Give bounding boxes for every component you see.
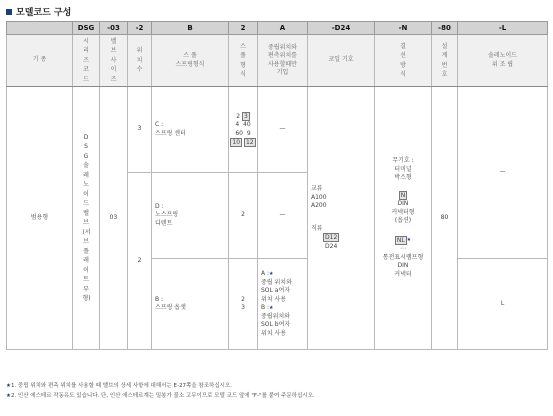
center-dash-2: — bbox=[258, 173, 308, 259]
header-conn: 결선방식 bbox=[375, 35, 432, 87]
conn-none: 무기호 : 터미널 박스형 bbox=[392, 157, 414, 181]
no-spring-cell: D : 노스프링 디텐트 bbox=[152, 173, 229, 259]
body-row-1 bbox=[7, 87, 548, 173]
code-cell: DSG bbox=[73, 22, 100, 35]
square-bullet-icon bbox=[6, 9, 12, 15]
code-cell: -80 bbox=[432, 22, 458, 35]
positions-3-cell: 3 bbox=[128, 87, 152, 173]
star-icon: ★ bbox=[269, 271, 274, 277]
code-cell: -03 bbox=[100, 22, 128, 35]
spring-center-spools-cell: 2 3 4 40 60 9 10 12 bbox=[229, 87, 258, 173]
conn-ellipsis: ⋯ bbox=[400, 245, 406, 252]
conn-n-box: N bbox=[400, 191, 406, 199]
header-valve-size: 밸브사이즈 bbox=[100, 35, 128, 87]
spring-center-cell: C : 스프링 센터 bbox=[152, 87, 229, 173]
coil-cell bbox=[308, 87, 375, 350]
valve-size-cell: 03 bbox=[100, 87, 128, 350]
kind-cell: 범용형 bbox=[7, 87, 73, 350]
coil-dc: 직류 bbox=[311, 224, 323, 232]
coil-d24: D24 bbox=[325, 242, 338, 250]
model-code-table bbox=[6, 21, 548, 350]
conn-cell bbox=[375, 87, 432, 350]
solenoid-l-cell: L bbox=[458, 259, 548, 350]
coil-ac: 교류 A100 A200 bbox=[311, 185, 327, 209]
code-cell: A bbox=[258, 22, 308, 35]
code-cell: 2 bbox=[229, 22, 258, 35]
series-cell: DSG솔레노이드밸브(서브플레이트부형) bbox=[73, 87, 100, 350]
header-spool: 스풀형식 bbox=[229, 35, 258, 87]
header-series: 시리즈코드 bbox=[73, 35, 100, 87]
code-row bbox=[7, 22, 548, 35]
conn-nl-box: NL bbox=[396, 236, 405, 244]
code-cell: -N bbox=[375, 22, 432, 35]
header-kind: 기 종 bbox=[7, 35, 73, 87]
header-solenoid: 솔레노이드 위 조 립 bbox=[458, 35, 548, 87]
header-spool-type: 스 풀 스프링형식 bbox=[152, 35, 229, 87]
design-cell: 80 bbox=[432, 87, 458, 350]
section-title-text: 모델코드 구성 bbox=[16, 8, 72, 18]
center-dash-1: — bbox=[258, 87, 308, 173]
header-design: 설계번호 bbox=[432, 35, 458, 87]
spring-offset-cell: B : 스프링 옵셋 bbox=[152, 259, 229, 350]
conn-n-desc: DIN 커넥터형 (옵션) bbox=[391, 200, 415, 224]
code-cell: -D24 bbox=[308, 22, 375, 35]
star-icon: ★ bbox=[6, 393, 11, 399]
coil-d12: D12 bbox=[325, 234, 338, 241]
star-icon: ★ bbox=[269, 305, 274, 311]
footnotes bbox=[6, 381, 315, 401]
section-title bbox=[6, 5, 71, 18]
code-cell: -L bbox=[458, 22, 548, 35]
header-positions: 위치수 bbox=[128, 35, 152, 87]
solenoid-dash-cell: — bbox=[458, 87, 548, 259]
header-center: 중립위치와 편측위치를 사용할때만 기입 bbox=[258, 35, 308, 87]
header-row bbox=[7, 35, 548, 87]
star-icon: ★ bbox=[406, 236, 412, 243]
spring-offset-spools-cell: 2 3 bbox=[229, 259, 258, 350]
footnote-2: ★2. 인산 에스테르 작동유도 있습니다. 단, 인산 에스테르계는 밀봉가 불소 고무이므로 모델 코드 앞에 "F-"를 붙여 주문하십시오. bbox=[6, 393, 315, 399]
no-spring-spool-cell: 2 bbox=[229, 173, 258, 259]
header-coil: 코일 기호 bbox=[308, 35, 375, 87]
center-ab-cell: A :★ 중립 위치와 SOL a여자 위치 사용 B :★ 중립위치와 SOL b여자 위치 사용 bbox=[258, 259, 308, 350]
code-blank bbox=[7, 22, 73, 35]
code-cell: -2 bbox=[128, 22, 152, 35]
conn-nl-desc: 통전표시램프형 DIN 커넥터 bbox=[382, 253, 424, 278]
footnote-1: ★1. 중립 위치와 편측 위치를 사용할 때 밸브의 상세 사항에 대해서는 E-27쪽을 참조하십시오. bbox=[6, 383, 233, 389]
star-icon: ★ bbox=[6, 383, 11, 389]
code-cell: B bbox=[152, 22, 229, 35]
positions-2-cell: 2 bbox=[128, 173, 152, 350]
